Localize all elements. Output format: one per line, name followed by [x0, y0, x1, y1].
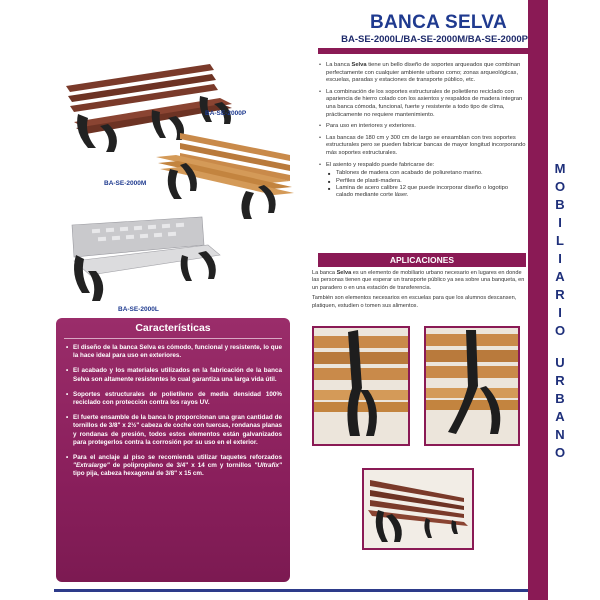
caracteristica-item: • El diseño de la banca Selva es cómodo, funcional y resistente, lo que la hace ideal para uso en exteriores. — [66, 344, 282, 360]
aplicaciones-text — [312, 270, 526, 313]
bottom-rule — [54, 589, 528, 592]
caracteristica-item: • El fuerte ensamble de la banca lo proporcionan una gran cantidad de tornillos de 3/8" x 2½" cabeza de coche con tuercas, rondanas planas y rondanas de presión, todos estos elementos están galvanizados para protegerlos contra la corrosión por su uso en el exterior. — [66, 414, 282, 447]
side-letter: R — [555, 287, 565, 302]
bench-label-l: BA-SE-2000L — [118, 306, 159, 313]
desc-sub-item: ■ Lamina de acero calibre 12 que puede incorporar diseño o logotipo calado mediante corte láser. — [318, 185, 526, 200]
desc-item: • La banca Selva tiene un bello diseño de soportes arqueados que combinan perfectamente con cualquier ambiente urbano como; zonas arqueológicas, escuelas, paradas y estaciones de transporte público, etc. — [318, 62, 526, 85]
photo-bench-perspective — [362, 468, 474, 550]
side-letter: L — [556, 233, 564, 248]
side-word-urbano — [555, 354, 565, 462]
bench-label-m: BA-SE-2000M — [104, 180, 147, 187]
photo-leg-detail-2 — [424, 326, 520, 446]
caracteristicas-list — [66, 344, 282, 486]
caracteristica-item: • Soportes estructurales de polietileno de media densidad 100% reciclado con protección contra los rayos UV. — [66, 391, 282, 407]
side-letter: I — [558, 251, 562, 266]
description-list — [318, 62, 526, 200]
desc-item: • El asiento y respaldo puede fabricarse de: — [318, 162, 526, 170]
title-rule — [318, 48, 528, 54]
caracteristicas-title: Características — [135, 322, 211, 334]
side-letter: N — [555, 427, 565, 442]
caracteristica-item: • El acabado y los materiales utilizados en la fabricación de la banca Selva son altamente resistentes lo cual garantiza una larga vida útil. — [66, 367, 282, 383]
side-letter: A — [555, 409, 565, 424]
caracteristicas-rule — [64, 338, 282, 339]
caracteristica-item: • Para el anclaje al piso se recomienda utilizar taquetes reforzados "Extralarge" de polipropileno de 3/4" x 14 cm y tornillos "Ultrafix" tipo pija, cabeza hexagonal de 3/8" x 15 cm. — [66, 454, 282, 479]
side-letter: O — [554, 445, 566, 460]
bench-label-p: BA-SE-2000P — [205, 110, 247, 117]
aplicaciones-paragraph: La banca Selva es un elemento de mobiliario urbano necesario en lugares en donde las personas tienen que esperar un transporte público ya sea sobre una banqueta, en un paradero o en una estación de transferencia. — [312, 270, 525, 291]
bench-image-m — [150, 125, 300, 225]
side-word-mobiliario — [555, 160, 566, 340]
model-codes: BA-SE-2000L/BA-SE-2000M/BA-SE-2000P — [341, 34, 528, 45]
photo-leg-detail-1 — [312, 326, 410, 446]
desc-item: • Las bancas de 180 cm y 300 cm de largo se ensamblan con tres soportes estructurales pero se pueden fabricar bancas de mayor longitud incorporando más soportes estructurales. — [318, 135, 526, 158]
desc-item: • Para uso en interiores y exteriores. — [318, 123, 526, 131]
side-letter: U — [555, 355, 565, 370]
side-letter: A — [555, 269, 565, 284]
side-band — [528, 0, 548, 600]
page-title: BANCA SELVA — [370, 12, 508, 33]
side-letter: R — [555, 373, 565, 388]
bench-image-l — [62, 215, 227, 315]
side-vertical-title — [548, 160, 572, 462]
side-letter: B — [555, 391, 565, 406]
desc-sub-item: ■ Perfiles de plasti-madera. — [318, 178, 526, 185]
side-letter: O — [554, 179, 566, 194]
side-letter: B — [555, 197, 565, 212]
desc-sub-item: ■ Tablones de madera con acabado de poliuretano marino. — [318, 170, 526, 177]
desc-item: • La combinación de los soportes estructurales de polietileno reciclado con apariencia de hierro colado con los asientos y respaldos de madera integran una banca cómoda, funcional, fuerte y resistente a todo tipo de clima, prácticamente no requiere mantenimiento. — [318, 89, 526, 119]
side-letter: M — [554, 161, 566, 176]
side-letter: O — [554, 323, 566, 338]
aplicaciones-paragraph: También son elementos necesarios en escuelas para que los alumnos descansen, platiquen, estudien o tomen sus alimentos. — [312, 295, 517, 309]
side-letter: I — [558, 215, 562, 230]
aplicaciones-header: APLICACIONES — [318, 253, 526, 267]
side-letter: I — [558, 305, 562, 320]
